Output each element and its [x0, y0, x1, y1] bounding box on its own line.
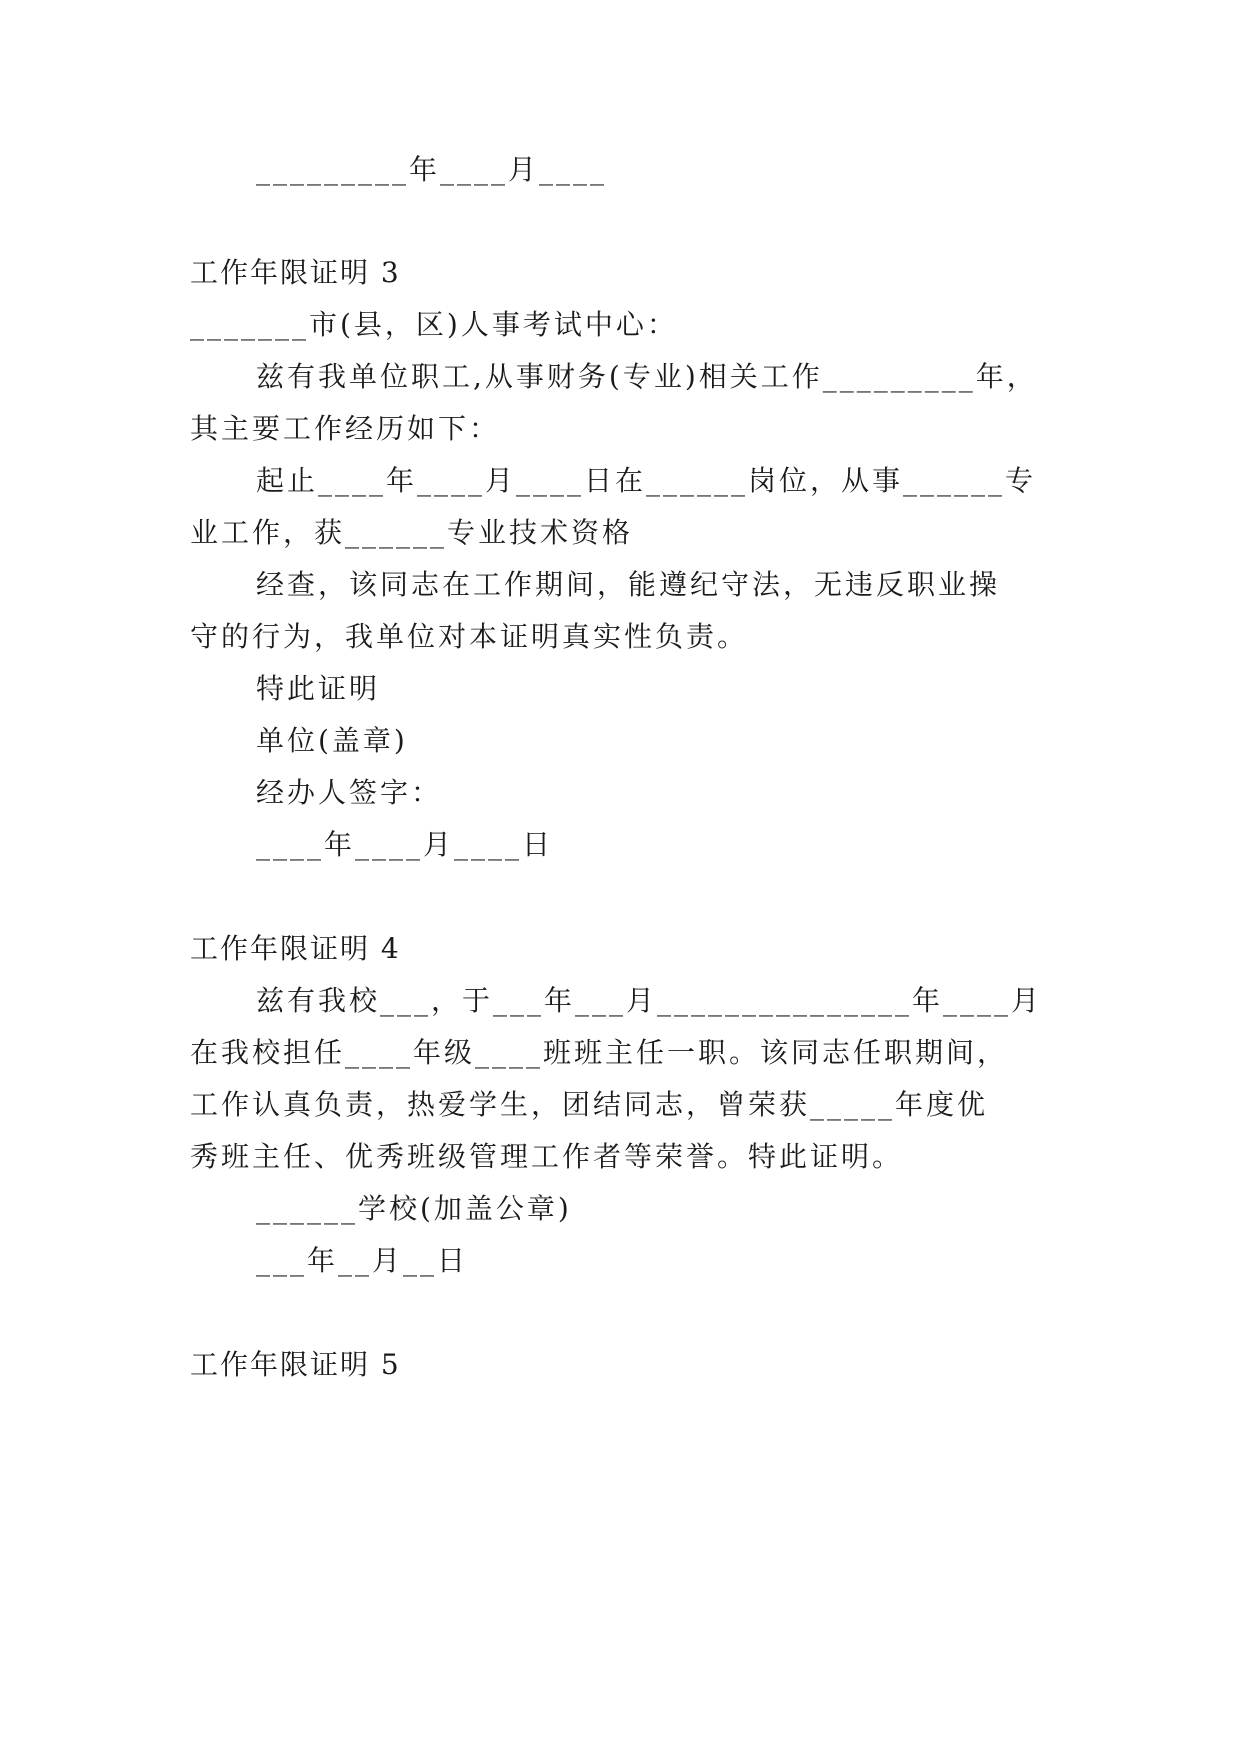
date-line: ____年____月____日	[256, 828, 554, 861]
paragraph-line: 兹有我校___，于___年___月_______________年____月	[256, 984, 1043, 1017]
paragraph-line: 在我校担任____年级____班班主任一职。该同志任职期间，	[190, 1036, 1009, 1069]
signature-line: 经办人签字：	[256, 776, 443, 809]
paragraph-line: 业工作，获______专业技术资格	[190, 516, 634, 549]
certify-line: 特此证明	[256, 672, 381, 705]
paragraph-line: 其主要工作经历如下：	[190, 412, 501, 445]
paragraph-line: 起止____年____月____日在______岗位，从事______专	[256, 464, 1037, 497]
date-line: ___年__月__日	[256, 1244, 469, 1277]
paragraph-line: 兹有我单位职工,从事财务(专业)相关工作_________年，	[256, 360, 1038, 393]
school-seal-line: ______学校(加盖公章)	[256, 1192, 572, 1225]
paragraph-line: 工作认真负责，热爱学生，团结同志，曾荣获_____年度优	[190, 1088, 989, 1121]
section-heading-3: 工作年限证明 3	[190, 256, 401, 289]
addressee-line: _______市(县，区)人事考试中心：	[190, 308, 678, 341]
paragraph-line: 守的行为，我单位对本证明真实性负责。	[190, 620, 749, 653]
section-heading-5: 工作年限证明 5	[190, 1348, 401, 1381]
paragraph-line: 经查，该同志在工作期间，能遵纪守法，无违反职业操	[256, 568, 1001, 601]
section-heading-4: 工作年限证明 4	[190, 932, 401, 965]
paragraph-line: 秀班主任、优秀班级管理工作者等荣誉。特此证明。	[190, 1140, 904, 1173]
date-line-top: _________年____月____	[256, 153, 608, 186]
seal-line: 单位(盖章)	[256, 724, 408, 757]
